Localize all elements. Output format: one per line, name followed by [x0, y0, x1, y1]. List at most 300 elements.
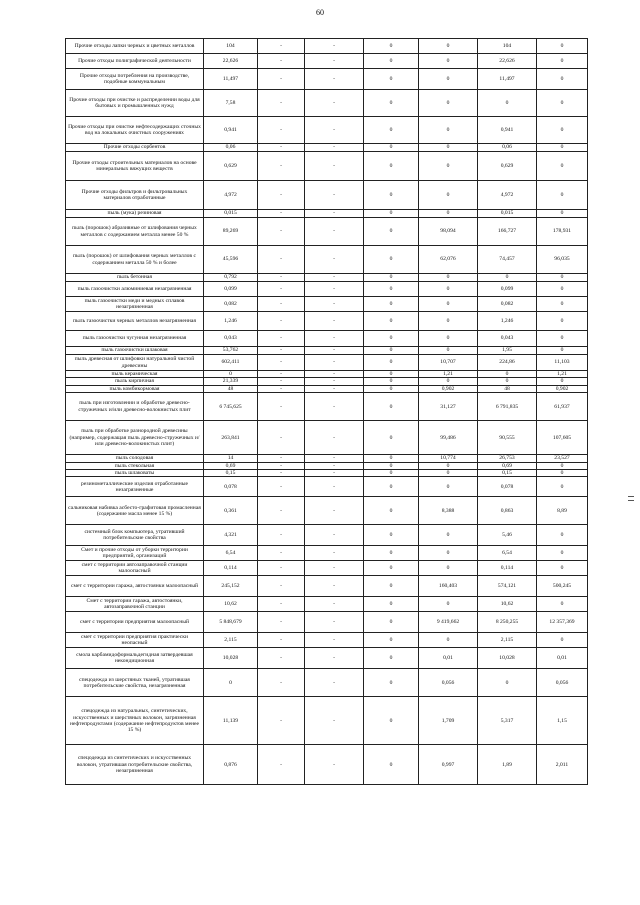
value-cell: 4,972 — [204, 181, 258, 210]
value-cell: 4,972 — [478, 181, 537, 210]
value-cell: 0 — [537, 633, 588, 648]
value-cell: 48 — [204, 385, 258, 392]
waste-name-cell: Прочие отходы сорбентов — [66, 144, 204, 152]
value-cell: 0 — [364, 385, 419, 392]
value-cell: 0,15 — [478, 470, 537, 477]
value-cell: - — [305, 54, 364, 69]
value-cell: 0 — [537, 312, 588, 331]
value-cell: - — [258, 347, 305, 355]
value-cell: 0 — [537, 470, 588, 477]
value-cell: - — [305, 697, 364, 745]
value-cell: 0 — [419, 561, 478, 576]
value-cell: 31,127 — [419, 393, 478, 421]
value-cell: 0 — [364, 462, 419, 469]
value-cell: 107,605 — [537, 421, 588, 455]
value-cell: 0 — [537, 561, 588, 576]
waste-name-cell: смола карбамидоформальдегидная затвердевшая некондиционная — [66, 648, 204, 669]
margin-mark — [628, 500, 634, 501]
value-cell: 0 — [537, 39, 588, 54]
value-cell: - — [305, 312, 364, 331]
table-row — [66, 210, 588, 218]
value-cell: 10,62 — [204, 597, 258, 612]
value-cell: 0 — [364, 421, 419, 455]
table-row — [66, 246, 588, 274]
waste-name-cell: смет с территории автозаправочной станции малоопасный — [66, 561, 204, 576]
value-cell: 0,06 — [478, 144, 537, 152]
value-cell: 0,114 — [204, 561, 258, 576]
value-cell: - — [258, 477, 305, 497]
value-cell: - — [305, 371, 364, 378]
waste-name-cell: резинометаллические изделия отработанные незагрязненные — [66, 477, 204, 497]
value-cell: - — [305, 385, 364, 392]
value-cell: 0,114 — [478, 561, 537, 576]
value-cell: - — [305, 90, 364, 117]
value-cell: 0 — [364, 210, 419, 218]
value-cell: - — [305, 218, 364, 246]
value-cell: 23,527 — [537, 455, 588, 462]
waste-name-cell: Прочие отходы потребления на производстве, подобные коммунальным — [66, 69, 204, 90]
value-cell: 0 — [537, 347, 588, 355]
value-cell: 0,902 — [537, 385, 588, 392]
waste-name-cell: Смет с территории гаража, автостоянки, автозаправочной станции — [66, 597, 204, 612]
value-cell: 96,035 — [537, 246, 588, 274]
waste-name-cell: пыль (мука) резиновая — [66, 210, 204, 218]
table-row — [66, 597, 588, 612]
table-row — [66, 297, 588, 312]
value-cell: 0 — [364, 274, 419, 282]
value-cell: 0,876 — [204, 745, 258, 785]
value-cell: 5,317 — [478, 697, 537, 745]
value-cell: 0 — [537, 525, 588, 546]
value-cell: 0,043 — [204, 331, 258, 347]
value-cell: - — [305, 152, 364, 181]
value-cell: 574,121 — [478, 576, 537, 597]
value-cell: 0,078 — [204, 477, 258, 497]
value-cell: - — [305, 648, 364, 669]
value-cell: 0 — [364, 576, 419, 597]
waste-name-cell: спецодежда из шерстяных тканей, утратившая потребительские свойства, незагрязненная — [66, 669, 204, 697]
table-row — [66, 218, 588, 246]
value-cell: 2,115 — [478, 633, 537, 648]
value-cell: 263,841 — [204, 421, 258, 455]
value-cell: - — [305, 246, 364, 274]
value-cell: 22,626 — [478, 54, 537, 69]
value-cell: 0 — [364, 54, 419, 69]
table-row — [66, 697, 588, 745]
value-cell: - — [305, 561, 364, 576]
value-cell: 0,941 — [204, 117, 258, 144]
value-cell: 0 — [364, 393, 419, 421]
value-cell: 0,015 — [204, 210, 258, 218]
value-cell: 0 — [478, 378, 537, 385]
value-cell: 0 — [364, 455, 419, 462]
value-cell: 0 — [419, 144, 478, 152]
value-cell: 1,246 — [478, 312, 537, 331]
table-row — [66, 39, 588, 54]
waste-table — [65, 38, 588, 785]
value-cell: - — [258, 385, 305, 392]
table-row — [66, 312, 588, 331]
value-cell: - — [258, 117, 305, 144]
value-cell: 0 — [364, 669, 419, 697]
value-cell: - — [305, 144, 364, 152]
value-cell: 0 — [364, 246, 419, 274]
value-cell: 0 — [537, 69, 588, 90]
value-cell: 500,245 — [537, 576, 588, 597]
value-cell: - — [305, 477, 364, 497]
value-cell: 0 — [419, 462, 478, 469]
value-cell: 0 — [419, 477, 478, 497]
value-cell: - — [305, 497, 364, 525]
value-cell: 0 — [364, 525, 419, 546]
value-cell: 7,58 — [204, 90, 258, 117]
value-cell: - — [258, 597, 305, 612]
table-row — [66, 144, 588, 152]
value-cell: 0 — [537, 274, 588, 282]
value-cell: 0 — [364, 497, 419, 525]
value-cell: - — [258, 470, 305, 477]
value-cell: 0,863 — [478, 497, 537, 525]
table-row — [66, 282, 588, 297]
waste-name-cell: пыль кирпичная — [66, 378, 204, 385]
value-cell: - — [305, 525, 364, 546]
table-row — [66, 525, 588, 546]
value-cell: - — [305, 597, 364, 612]
value-cell: 12 357,369 — [537, 612, 588, 633]
value-cell: 48 — [478, 385, 537, 392]
value-cell: 0 — [419, 331, 478, 347]
waste-name-cell: пыль газоочистки черных металлов незагрязненная — [66, 312, 204, 331]
value-cell: 0 — [419, 69, 478, 90]
value-cell: 0 — [537, 54, 588, 69]
table-row — [66, 54, 588, 69]
value-cell: 1,15 — [537, 697, 588, 745]
table-row — [66, 152, 588, 181]
value-cell: 0,056 — [419, 669, 478, 697]
table-row — [66, 470, 588, 477]
value-cell: 0 — [537, 597, 588, 612]
table-row — [66, 371, 588, 378]
value-cell: 6 791,835 — [478, 393, 537, 421]
value-cell: 0 — [364, 331, 419, 347]
value-cell: 0 — [478, 669, 537, 697]
value-cell: 8 250,255 — [478, 612, 537, 633]
value-cell: 0 — [419, 297, 478, 312]
value-cell: 160,403 — [419, 576, 478, 597]
value-cell: 10,62 — [478, 597, 537, 612]
value-cell: 0 — [419, 117, 478, 144]
value-cell: 0,015 — [478, 210, 537, 218]
value-cell: 0,043 — [478, 331, 537, 347]
value-cell: 0 — [364, 378, 419, 385]
value-cell: - — [258, 181, 305, 210]
value-cell: 74,457 — [478, 246, 537, 274]
value-cell: - — [305, 576, 364, 597]
value-cell: 0 — [419, 470, 478, 477]
value-cell: - — [258, 378, 305, 385]
value-cell: - — [258, 455, 305, 462]
value-cell: 0 — [537, 117, 588, 144]
value-cell: 0 — [419, 312, 478, 331]
value-cell: 224,86 — [478, 355, 537, 371]
value-cell: 11,103 — [537, 355, 588, 371]
value-cell: - — [258, 669, 305, 697]
table-row — [66, 633, 588, 648]
waste-name-cell: смет с территории предприятия практически неопасный — [66, 633, 204, 648]
table-row — [66, 117, 588, 144]
value-cell: 0 — [537, 144, 588, 152]
value-cell: 89,269 — [204, 218, 258, 246]
table-row — [66, 347, 588, 355]
value-cell: 0,629 — [204, 152, 258, 181]
value-cell: 0 — [364, 355, 419, 371]
value-cell: 0 — [364, 312, 419, 331]
value-cell: 0,01 — [419, 648, 478, 669]
value-cell: - — [258, 218, 305, 246]
value-cell: 602,411 — [204, 355, 258, 371]
value-cell: 1,21 — [419, 371, 478, 378]
value-cell: 4,321 — [204, 525, 258, 546]
value-cell: - — [305, 378, 364, 385]
value-cell: 1,21 — [537, 371, 588, 378]
value-cell: 0 — [204, 669, 258, 697]
value-cell: 0 — [537, 181, 588, 210]
waste-name-cell: спецодежда из натуральных, синтетических, искусственных и шерстяных волокон, загрязненная нефтепродуктами (содержание нефтепродуктов менее 15 %) — [66, 697, 204, 745]
value-cell: 0,078 — [478, 477, 537, 497]
page-number: 60 — [316, 8, 324, 17]
value-cell: 0 — [364, 39, 419, 54]
waste-name-cell: сальниковая набивка асбесто-графитовая промасленная (содержание масла менее 15 %) — [66, 497, 204, 525]
table-row — [66, 455, 588, 462]
value-cell: 10,028 — [204, 648, 258, 669]
waste-name-cell: пыль древесная от шлифовки натуральной чистой древесины — [66, 355, 204, 371]
waste-name-cell: пыль солодовая — [66, 455, 204, 462]
value-cell: 0 — [364, 470, 419, 477]
value-cell: 53,762 — [204, 347, 258, 355]
waste-name-cell: смет с территории гаража, автостоянки малоопасный — [66, 576, 204, 597]
value-cell: - — [305, 181, 364, 210]
value-cell: 0,902 — [419, 385, 478, 392]
value-cell: 0,69 — [204, 462, 258, 469]
value-cell: 0,361 — [204, 497, 258, 525]
value-cell: - — [258, 246, 305, 274]
value-cell: - — [305, 462, 364, 469]
value-cell: - — [305, 39, 364, 54]
value-cell: 8,89 — [537, 497, 588, 525]
value-cell: - — [305, 393, 364, 421]
table-row — [66, 378, 588, 385]
value-cell: 0 — [204, 371, 258, 378]
value-cell: - — [305, 331, 364, 347]
value-cell: 5,46 — [478, 525, 537, 546]
value-cell: 0,082 — [478, 297, 537, 312]
value-cell: 62,076 — [419, 246, 478, 274]
value-cell: 99,486 — [419, 421, 478, 455]
value-cell: 0,056 — [537, 669, 588, 697]
value-cell: 0,997 — [419, 745, 478, 785]
value-cell: 6,54 — [204, 546, 258, 561]
value-cell: - — [258, 697, 305, 745]
waste-name-cell: пыль (порошок) от шлифования черных металлов с содержанием металла 50 % и более — [66, 246, 204, 274]
value-cell: 0 — [364, 477, 419, 497]
table-row — [66, 669, 588, 697]
value-cell: 6 745,625 — [204, 393, 258, 421]
value-cell: 0 — [478, 371, 537, 378]
value-cell: 0 — [537, 462, 588, 469]
table-row — [66, 69, 588, 90]
value-cell: 21,339 — [204, 378, 258, 385]
value-cell: 104 — [204, 39, 258, 54]
value-cell: 104 — [478, 39, 537, 54]
value-cell: 61,937 — [537, 393, 588, 421]
value-cell: - — [305, 633, 364, 648]
value-cell: - — [305, 669, 364, 697]
value-cell: 0 — [364, 117, 419, 144]
value-cell: 0,099 — [478, 282, 537, 297]
waste-name-cell: пыль газоочистки шлаковая — [66, 347, 204, 355]
table-row — [66, 393, 588, 421]
waste-name-cell: пыль шлаковаты — [66, 470, 204, 477]
value-cell: - — [258, 546, 305, 561]
value-cell: - — [305, 355, 364, 371]
value-cell: 1,709 — [419, 697, 478, 745]
table-row — [66, 421, 588, 455]
value-cell: - — [305, 117, 364, 144]
table-row — [66, 331, 588, 347]
value-cell: - — [258, 393, 305, 421]
value-cell: 0 — [419, 378, 478, 385]
waste-name-cell: Прочие отходы полиграфической деятельности — [66, 54, 204, 69]
value-cell: - — [258, 274, 305, 282]
waste-name-cell: системный блок компьютера, утративший потребительские свойства — [66, 525, 204, 546]
value-cell: - — [258, 525, 305, 546]
value-cell: 0 — [364, 282, 419, 297]
table-row — [66, 612, 588, 633]
value-cell: 0 — [364, 347, 419, 355]
waste-name-cell: Прочие отходы фильтров и фильтровальных материалов отработанные — [66, 181, 204, 210]
value-cell: 0 — [419, 525, 478, 546]
value-cell: 10,774 — [419, 455, 478, 462]
value-cell: 0 — [364, 218, 419, 246]
value-cell: 2,115 — [204, 633, 258, 648]
value-cell: 0 — [364, 648, 419, 669]
value-cell: - — [305, 274, 364, 282]
value-cell: 2,011 — [537, 745, 588, 785]
value-cell: - — [258, 576, 305, 597]
value-cell: 0 — [419, 274, 478, 282]
value-cell: 0 — [537, 477, 588, 497]
value-cell: 0 — [364, 633, 419, 648]
value-cell: 0 — [478, 274, 537, 282]
value-cell: 11,497 — [478, 69, 537, 90]
value-cell: 0,69 — [478, 462, 537, 469]
value-cell: 0 — [364, 181, 419, 210]
waste-name-cell: Прочие отходы лапки черных и цветных металлов — [66, 39, 204, 54]
table-row — [66, 355, 588, 371]
value-cell: - — [258, 421, 305, 455]
value-cell: - — [305, 69, 364, 90]
value-cell: - — [305, 612, 364, 633]
table-row — [66, 648, 588, 669]
waste-name-cell: пыль комбикормовая — [66, 385, 204, 392]
value-cell: 0,15 — [204, 470, 258, 477]
value-cell: 0,06 — [204, 144, 258, 152]
table-row — [66, 576, 588, 597]
value-cell: 0,099 — [204, 282, 258, 297]
value-cell: 26,753 — [478, 455, 537, 462]
value-cell: - — [258, 371, 305, 378]
value-cell: - — [258, 282, 305, 297]
value-cell: 0 — [364, 144, 419, 152]
value-cell: 0 — [364, 546, 419, 561]
table-row — [66, 385, 588, 392]
value-cell: 0 — [419, 597, 478, 612]
value-cell: - — [305, 745, 364, 785]
value-cell: - — [258, 648, 305, 669]
value-cell: - — [305, 421, 364, 455]
value-cell: 10,028 — [478, 648, 537, 669]
value-cell: 0 — [364, 697, 419, 745]
value-cell: - — [305, 282, 364, 297]
value-cell: 245,152 — [204, 576, 258, 597]
waste-name-cell: пыль (порошок) абразивные от шлифования черных металлов с содержанием металла менее 50 % — [66, 218, 204, 246]
value-cell: - — [258, 612, 305, 633]
value-cell: - — [258, 54, 305, 69]
value-cell: 90,555 — [478, 421, 537, 455]
value-cell: 0 — [364, 152, 419, 181]
value-cell: 0 — [364, 69, 419, 90]
value-cell: 0 — [537, 210, 588, 218]
value-cell: - — [258, 462, 305, 469]
value-cell: 0 — [364, 745, 419, 785]
value-cell: - — [258, 90, 305, 117]
value-cell: - — [258, 497, 305, 525]
value-cell: - — [258, 144, 305, 152]
value-cell: 0 — [537, 90, 588, 117]
value-cell: 0 — [364, 371, 419, 378]
value-cell: 0 — [364, 597, 419, 612]
value-cell: 0 — [537, 297, 588, 312]
value-cell: 1,246 — [204, 312, 258, 331]
value-cell: 0 — [419, 347, 478, 355]
value-cell: 0 — [419, 181, 478, 210]
value-cell: 0 — [364, 561, 419, 576]
value-cell: 0 — [364, 90, 419, 117]
value-cell: 0 — [419, 39, 478, 54]
value-cell: 0,082 — [204, 297, 258, 312]
value-cell: - — [305, 546, 364, 561]
value-cell: 0 — [419, 282, 478, 297]
value-cell: 0 — [419, 152, 478, 181]
value-cell: 0,01 — [537, 648, 588, 669]
value-cell: 98,094 — [419, 218, 478, 246]
waste-name-cell: пыль стекольная — [66, 462, 204, 469]
value-cell: 0 — [478, 90, 537, 117]
waste-name-cell: пыль керамическая — [66, 371, 204, 378]
table-row — [66, 497, 588, 525]
value-cell: 0 — [537, 378, 588, 385]
value-cell: 22,626 — [204, 54, 258, 69]
value-cell: 11,497 — [204, 69, 258, 90]
value-cell: - — [305, 347, 364, 355]
table-row — [66, 745, 588, 785]
value-cell: 166,727 — [478, 218, 537, 246]
value-cell: 0 — [419, 546, 478, 561]
waste-name-cell: смет с территории предприятия малоопасный — [66, 612, 204, 633]
value-cell: 0 — [419, 90, 478, 117]
value-cell: 0,941 — [478, 117, 537, 144]
waste-name-cell: пыль газоочистки алюминиевая незагрязненная — [66, 282, 204, 297]
